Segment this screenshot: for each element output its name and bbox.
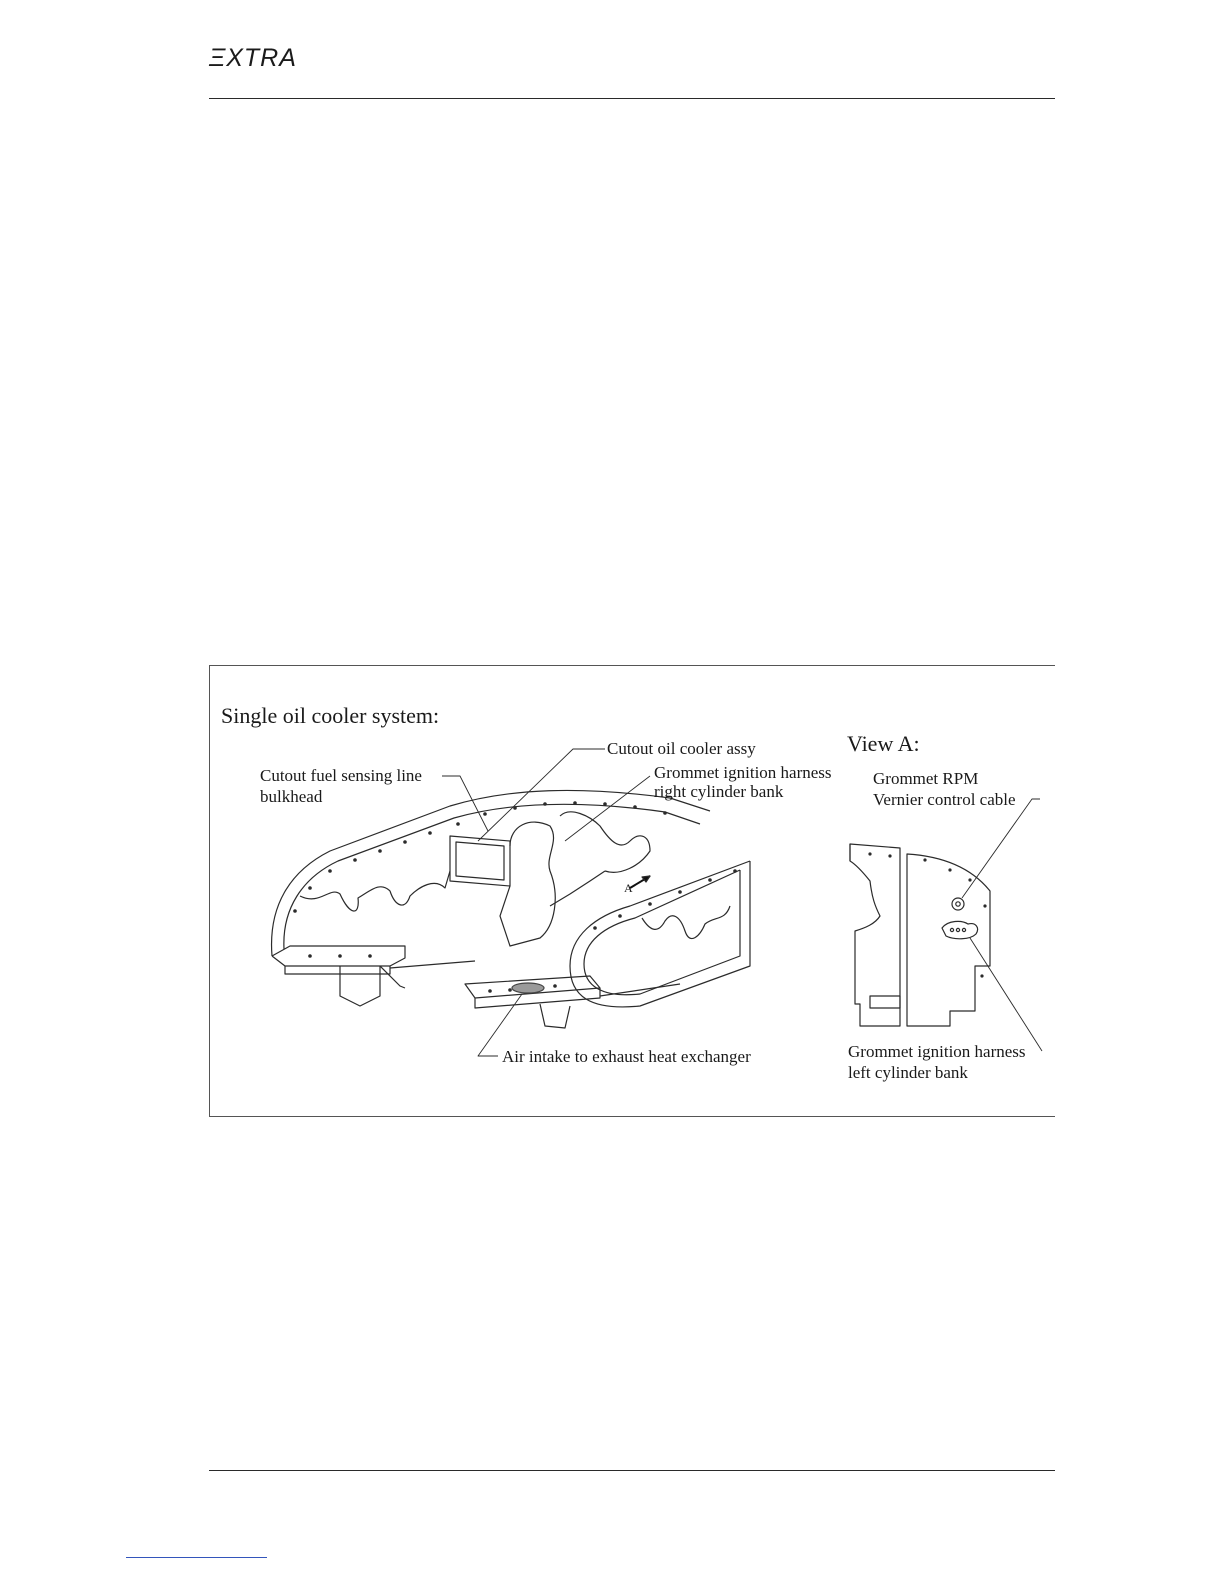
left-panel-cutaway	[300, 871, 450, 911]
footer-rule	[209, 1470, 1055, 1471]
figure-title: Single oil cooler system:	[221, 703, 440, 728]
label-grommet-rpm-2: Vernier control cable	[873, 790, 1016, 809]
label-grommet-rpm-1: Grommet RPM	[873, 769, 979, 788]
label-air-intake: Air intake to exhaust heat exchanger	[502, 1047, 751, 1066]
label-cutout-fuel-line-2: bulkhead	[260, 787, 323, 806]
label-cutout-oil-cooler: Cutout oil cooler assy	[607, 739, 756, 758]
leader-cutout-fuel-line	[442, 776, 488, 831]
left-baffle-arc	[272, 790, 710, 956]
footer-link-underline[interactable]	[126, 1557, 267, 1558]
label-cutout-fuel-line-1: Cutout fuel sensing line	[260, 766, 422, 785]
oil-cooler-figure	[209, 665, 1055, 1117]
header-rule	[209, 98, 1055, 99]
label-grommet-ign-right-1: Grommet ignition harness	[654, 763, 832, 782]
extra-logo: ΞXTRA	[209, 44, 297, 72]
label-grommet-ign-right-2: right cylinder bank	[654, 782, 784, 801]
right-mount-bracket	[540, 1004, 570, 1028]
leader-grommet-left	[970, 938, 1042, 1051]
view-a-marker: A	[624, 881, 633, 895]
air-intake-grille	[512, 983, 544, 993]
label-grommet-ign-left-2: left cylinder bank	[848, 1063, 968, 1082]
grommet-rpm-hole	[952, 898, 964, 910]
view-a-drawing	[850, 799, 1042, 1051]
left-mount-bracket	[340, 966, 380, 1006]
view-a-title: View A:	[847, 731, 920, 756]
leader-grommet-rpm	[962, 799, 1040, 898]
label-grommet-ign-left-1: Grommet ignition harness	[848, 1042, 1026, 1061]
